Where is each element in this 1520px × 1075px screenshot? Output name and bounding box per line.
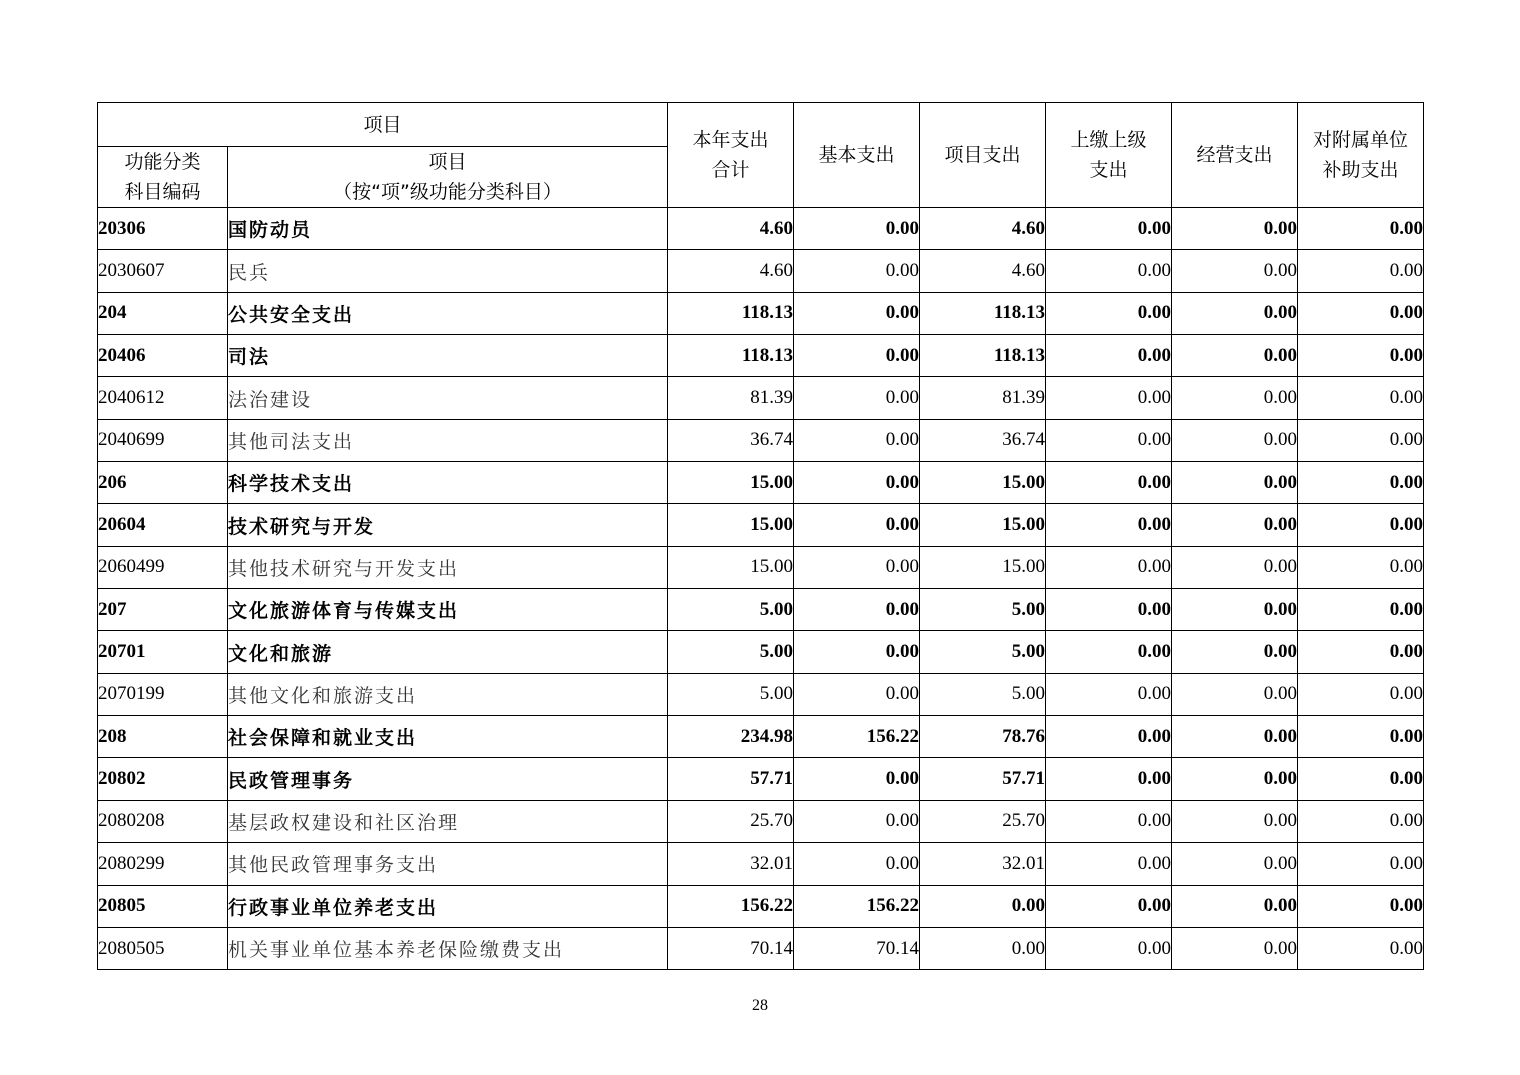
table-row <box>98 377 1424 419</box>
header-line: （按“项”级功能分类科目） <box>333 181 562 203</box>
project-expenditure-cell: 5.00 <box>920 673 1046 715</box>
item-name-cell: 行政事业单位养老支出 <box>228 885 668 927</box>
project-expenditure-cell: 118.13 <box>920 292 1046 334</box>
remit-to-superior-cell: 0.00 <box>1046 292 1172 334</box>
total-expenditure-cell: 25.70 <box>668 800 794 842</box>
category-code-cell: 2040699 <box>98 419 228 461</box>
operating-expenditure-cell: 0.00 <box>1172 208 1298 250</box>
item-name-cell: 技术研究与开发 <box>228 504 668 546</box>
category-code-cell: 2070199 <box>98 673 228 715</box>
operating-expenditure-cell: 0.00 <box>1172 504 1298 546</box>
item-name-cell: 民兵 <box>228 250 668 292</box>
project-expenditure-cell: 118.13 <box>920 335 1046 377</box>
project-expenditure-cell: 15.00 <box>920 462 1046 504</box>
project-expenditure-header <box>920 103 1046 208</box>
project-expenditure-cell: 5.00 <box>920 631 1046 673</box>
basic-expenditure-cell: 0.00 <box>794 758 920 800</box>
total-expenditure-cell: 118.13 <box>668 335 794 377</box>
table-row <box>98 631 1424 673</box>
total-expenditure-cell: 70.14 <box>668 927 794 969</box>
budget-table <box>97 102 1424 970</box>
basic-expenditure-header <box>794 103 920 208</box>
operating-expenditure-cell: 0.00 <box>1172 462 1298 504</box>
remit-to-superior-cell: 0.00 <box>1046 927 1172 969</box>
operating-expenditure-cell: 0.00 <box>1172 885 1298 927</box>
category-code-cell: 2080299 <box>98 843 228 885</box>
item-name-cell: 社会保障和就业支出 <box>228 716 668 758</box>
basic-expenditure-cell: 156.22 <box>794 716 920 758</box>
project-expenditure-cell: 0.00 <box>920 927 1046 969</box>
total-expenditure-cell: 156.22 <box>668 885 794 927</box>
table-row <box>98 292 1424 334</box>
subsidiary-subsidy-cell: 0.00 <box>1298 292 1424 334</box>
project-expenditure-cell: 78.76 <box>920 716 1046 758</box>
remit-to-superior-header <box>1046 103 1172 208</box>
subsidiary-subsidy-cell: 0.00 <box>1298 885 1424 927</box>
table-row <box>98 462 1424 504</box>
header-line: 补助支出 <box>1322 159 1399 181</box>
item-name-cell: 基层政权建设和社区治理 <box>228 800 668 842</box>
subsidiary-subsidy-cell: 0.00 <box>1298 631 1424 673</box>
item-name-cell: 文化旅游体育与传媒支出 <box>228 589 668 631</box>
category-code-cell: 20406 <box>98 335 228 377</box>
basic-expenditure-cell: 0.00 <box>794 208 920 250</box>
remit-to-superior-cell: 0.00 <box>1046 546 1172 588</box>
header-line: 基本支出 <box>818 144 895 166</box>
item-name-cell: 其他民政管理事务支出 <box>228 843 668 885</box>
remit-to-superior-cell: 0.00 <box>1046 377 1172 419</box>
basic-expenditure-cell: 0.00 <box>794 292 920 334</box>
item-name-cell: 法治建设 <box>228 377 668 419</box>
project-expenditure-cell: 25.70 <box>920 800 1046 842</box>
basic-expenditure-cell: 0.00 <box>794 250 920 292</box>
item-name-cell: 其他文化和旅游支出 <box>228 673 668 715</box>
operating-expenditure-cell: 0.00 <box>1172 800 1298 842</box>
item-name-cell: 国防动员 <box>228 208 668 250</box>
operating-expenditure-cell: 0.00 <box>1172 335 1298 377</box>
project-expenditure-cell: 4.60 <box>920 208 1046 250</box>
table-header <box>98 103 1424 208</box>
basic-expenditure-cell: 0.00 <box>794 843 920 885</box>
item-name-cell: 机关事业单位基本养老保险缴费支出 <box>228 927 668 969</box>
subsidiary-subsidy-cell: 0.00 <box>1298 716 1424 758</box>
item-name-cell: 司法 <box>228 335 668 377</box>
total-expenditure-cell: 36.74 <box>668 419 794 461</box>
total-expenditure-cell: 15.00 <box>668 504 794 546</box>
subsidiary-subsidy-cell: 0.00 <box>1298 419 1424 461</box>
project-expenditure-cell: 36.74 <box>920 419 1046 461</box>
subsidiary-subsidy-cell: 0.00 <box>1298 250 1424 292</box>
operating-expenditure-cell: 0.00 <box>1172 546 1298 588</box>
operating-expenditure-cell: 0.00 <box>1172 673 1298 715</box>
basic-expenditure-cell: 0.00 <box>794 504 920 546</box>
item-name-cell: 公共安全支出 <box>228 292 668 334</box>
table-row <box>98 335 1424 377</box>
basic-expenditure-cell: 0.00 <box>794 377 920 419</box>
header-line: 本年支出 <box>692 129 769 151</box>
subsidiary-subsidy-cell: 0.00 <box>1298 208 1424 250</box>
subsidiary-subsidy-cell: 0.00 <box>1298 589 1424 631</box>
category-code-cell: 20802 <box>98 758 228 800</box>
header-line: 上缴上级 <box>1070 129 1147 151</box>
basic-expenditure-cell: 0.00 <box>794 589 920 631</box>
category-code-cell: 20306 <box>98 208 228 250</box>
total-expenditure-cell: 5.00 <box>668 631 794 673</box>
category-code-cell: 20805 <box>98 885 228 927</box>
total-expenditure-cell: 4.60 <box>668 208 794 250</box>
item-group-header: 项目 <box>98 103 668 147</box>
category-code-cell: 206 <box>98 462 228 504</box>
remit-to-superior-cell: 0.00 <box>1046 885 1172 927</box>
total-expenditure-cell: 234.98 <box>668 716 794 758</box>
remit-to-superior-cell: 0.00 <box>1046 250 1172 292</box>
subsidiary-subsidy-cell: 0.00 <box>1298 462 1424 504</box>
remit-to-superior-cell: 0.00 <box>1046 758 1172 800</box>
table-body <box>98 208 1424 970</box>
item-name-cell: 科学技术支出 <box>228 462 668 504</box>
category-code-header <box>98 147 228 208</box>
total-expenditure-cell: 32.01 <box>668 843 794 885</box>
project-expenditure-cell: 81.39 <box>920 377 1046 419</box>
subsidiary-subsidy-cell: 0.00 <box>1298 377 1424 419</box>
total-expenditure-cell: 15.00 <box>668 546 794 588</box>
basic-expenditure-cell: 0.00 <box>794 631 920 673</box>
subsidiary-subsidy-cell: 0.00 <box>1298 546 1424 588</box>
subsidiary-subsidy-cell: 0.00 <box>1298 335 1424 377</box>
page-number: 28 <box>752 997 768 1014</box>
operating-expenditure-cell: 0.00 <box>1172 843 1298 885</box>
subsidiary-subsidy-cell: 0.00 <box>1298 927 1424 969</box>
category-code-cell: 2060499 <box>98 546 228 588</box>
project-expenditure-cell: 5.00 <box>920 589 1046 631</box>
item-name-cell: 其他技术研究与开发支出 <box>228 546 668 588</box>
header-line: 项目支出 <box>944 144 1021 166</box>
total-expenditure-cell: 57.71 <box>668 758 794 800</box>
header-line: 支出 <box>1089 159 1128 181</box>
header-line: 对附属单位 <box>1313 129 1409 151</box>
basic-expenditure-cell: 0.00 <box>794 462 920 504</box>
category-code-cell: 2040612 <box>98 377 228 419</box>
subsidiary-subsidy-cell: 0.00 <box>1298 843 1424 885</box>
category-code-cell: 20701 <box>98 631 228 673</box>
table-row <box>98 885 1424 927</box>
table-row <box>98 208 1424 250</box>
table-row <box>98 758 1424 800</box>
table-row <box>98 250 1424 292</box>
total-expenditure-cell: 5.00 <box>668 673 794 715</box>
remit-to-superior-cell: 0.00 <box>1046 800 1172 842</box>
total-expenditure-header <box>668 103 794 208</box>
basic-expenditure-cell: 0.00 <box>794 419 920 461</box>
subsidiary-subsidy-cell: 0.00 <box>1298 673 1424 715</box>
remit-to-superior-cell: 0.00 <box>1046 419 1172 461</box>
basic-expenditure-cell: 70.14 <box>794 927 920 969</box>
category-code-cell: 204 <box>98 292 228 334</box>
table-row <box>98 589 1424 631</box>
table-row <box>98 843 1424 885</box>
operating-expenditure-cell: 0.00 <box>1172 927 1298 969</box>
operating-expenditure-cell: 0.00 <box>1172 292 1298 334</box>
operating-expenditure-cell: 0.00 <box>1172 377 1298 419</box>
basic-expenditure-cell: 156.22 <box>794 885 920 927</box>
remit-to-superior-cell: 0.00 <box>1046 716 1172 758</box>
operating-expenditure-cell: 0.00 <box>1172 631 1298 673</box>
project-expenditure-cell: 32.01 <box>920 843 1046 885</box>
item-name-cell: 民政管理事务 <box>228 758 668 800</box>
subsidiary-subsidy-cell: 0.00 <box>1298 504 1424 546</box>
category-code-cell: 20604 <box>98 504 228 546</box>
table-row <box>98 800 1424 842</box>
category-code-cell: 2080505 <box>98 927 228 969</box>
basic-expenditure-cell: 0.00 <box>794 800 920 842</box>
basic-expenditure-cell: 0.00 <box>794 546 920 588</box>
remit-to-superior-cell: 0.00 <box>1046 504 1172 546</box>
remit-to-superior-cell: 0.00 <box>1046 208 1172 250</box>
category-code-cell: 207 <box>98 589 228 631</box>
remit-to-superior-cell: 0.00 <box>1046 589 1172 631</box>
header-line: 项目 <box>428 151 467 173</box>
total-expenditure-cell: 5.00 <box>668 589 794 631</box>
category-code-cell: 2080208 <box>98 800 228 842</box>
operating-expenditure-cell: 0.00 <box>1172 250 1298 292</box>
total-expenditure-cell: 81.39 <box>668 377 794 419</box>
item-name-cell: 其他司法支出 <box>228 419 668 461</box>
table-row <box>98 504 1424 546</box>
total-expenditure-cell: 4.60 <box>668 250 794 292</box>
table-row <box>98 546 1424 588</box>
operating-expenditure-cell: 0.00 <box>1172 589 1298 631</box>
category-code-cell: 208 <box>98 716 228 758</box>
operating-expenditure-cell: 0.00 <box>1172 716 1298 758</box>
item-name-cell: 文化和旅游 <box>228 631 668 673</box>
basic-expenditure-cell: 0.00 <box>794 673 920 715</box>
category-code-cell: 2030607 <box>98 250 228 292</box>
table-row <box>98 716 1424 758</box>
project-expenditure-cell: 15.00 <box>920 504 1046 546</box>
item-name-header <box>228 147 668 208</box>
remit-to-superior-cell: 0.00 <box>1046 673 1172 715</box>
operating-expenditure-cell: 0.00 <box>1172 419 1298 461</box>
project-expenditure-cell: 15.00 <box>920 546 1046 588</box>
subsidiary-subsidy-cell: 0.00 <box>1298 800 1424 842</box>
table-row <box>98 927 1424 969</box>
table-row <box>98 673 1424 715</box>
project-expenditure-cell: 4.60 <box>920 250 1046 292</box>
remit-to-superior-cell: 0.00 <box>1046 631 1172 673</box>
header-line: 科目编码 <box>124 181 201 203</box>
project-expenditure-cell: 0.00 <box>920 885 1046 927</box>
project-expenditure-cell: 57.71 <box>920 758 1046 800</box>
remit-to-superior-cell: 0.00 <box>1046 843 1172 885</box>
table-row <box>98 419 1424 461</box>
basic-expenditure-cell: 0.00 <box>794 335 920 377</box>
remit-to-superior-cell: 0.00 <box>1046 335 1172 377</box>
remit-to-superior-cell: 0.00 <box>1046 462 1172 504</box>
total-expenditure-cell: 15.00 <box>668 462 794 504</box>
total-expenditure-cell: 118.13 <box>668 292 794 334</box>
header-line: 合计 <box>711 159 750 181</box>
header-line: 经营支出 <box>1196 144 1273 166</box>
subsidiary-subsidy-header <box>1298 103 1424 208</box>
subsidiary-subsidy-cell: 0.00 <box>1298 758 1424 800</box>
header-line: 功能分类 <box>124 151 201 173</box>
operating-expenditure-header <box>1172 103 1298 208</box>
operating-expenditure-cell: 0.00 <box>1172 758 1298 800</box>
